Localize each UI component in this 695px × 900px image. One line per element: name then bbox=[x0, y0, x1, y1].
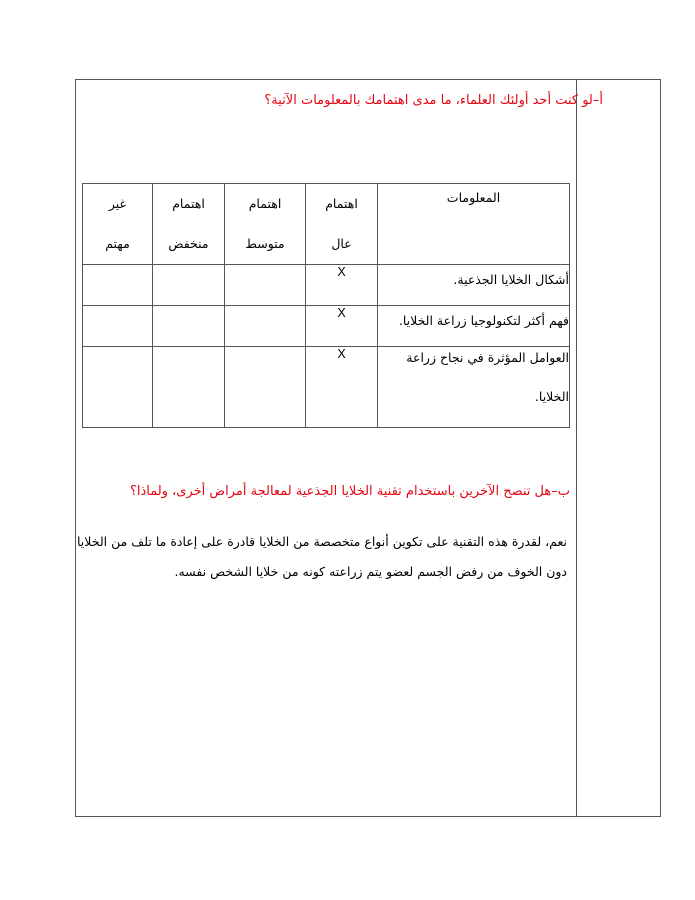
info-cell: فهم أكثر لتكنولوجيا زراعة الخلايا. bbox=[378, 306, 570, 347]
header-low-interest: اهتمام منخفض bbox=[153, 184, 225, 265]
info-cell: العوامل المؤثرة في نجاح زراعة الخلايا. bbox=[378, 347, 570, 428]
question-a: أ–لو كنت أحد أولئك العلماء، ما مدى اهتمامك بالمعلومات الآتية؟ bbox=[264, 93, 603, 108]
table-row bbox=[83, 347, 570, 428]
mark-low bbox=[153, 347, 225, 428]
mark-none bbox=[83, 265, 153, 306]
mark-medium bbox=[225, 306, 306, 347]
mark-high: X bbox=[306, 265, 378, 306]
table-row bbox=[83, 306, 570, 347]
header-information: المعلومات bbox=[378, 184, 570, 265]
mark-high: X bbox=[306, 347, 378, 428]
table-header-row bbox=[83, 184, 570, 265]
interest-table bbox=[82, 183, 570, 428]
answer-b: نعم، لقدرة هذه التقنية على تكوين أنواع متخصصة من الخلايا قادرة على إعادة ما تلف من الخلايا دون الخوف من رفض الجسم لعضو يتم زراعته كونه من خلايا الشخص نفسه. bbox=[77, 534, 567, 579]
table-row bbox=[83, 265, 570, 306]
header-medium-interest: اهتمام متوسط bbox=[225, 184, 306, 265]
header-high-interest: اهتمام عال bbox=[306, 184, 378, 265]
header-not-interested: غير مهتم bbox=[83, 184, 153, 265]
mark-low bbox=[153, 306, 225, 347]
mark-medium bbox=[225, 347, 306, 428]
mark-low bbox=[153, 265, 225, 306]
mark-medium bbox=[225, 265, 306, 306]
margin-column-divider bbox=[576, 80, 577, 816]
mark-none bbox=[83, 306, 153, 347]
info-cell: أشكال الخلايا الجذعية. bbox=[378, 265, 570, 306]
question-b: ب–هل تنصح الآخرين باستخدام تقنية الخلايا الجذعية لمعالجة أمراض أخرى، ولماذا؟ bbox=[129, 484, 570, 499]
mark-high: X bbox=[306, 306, 378, 347]
mark-none bbox=[83, 347, 153, 428]
